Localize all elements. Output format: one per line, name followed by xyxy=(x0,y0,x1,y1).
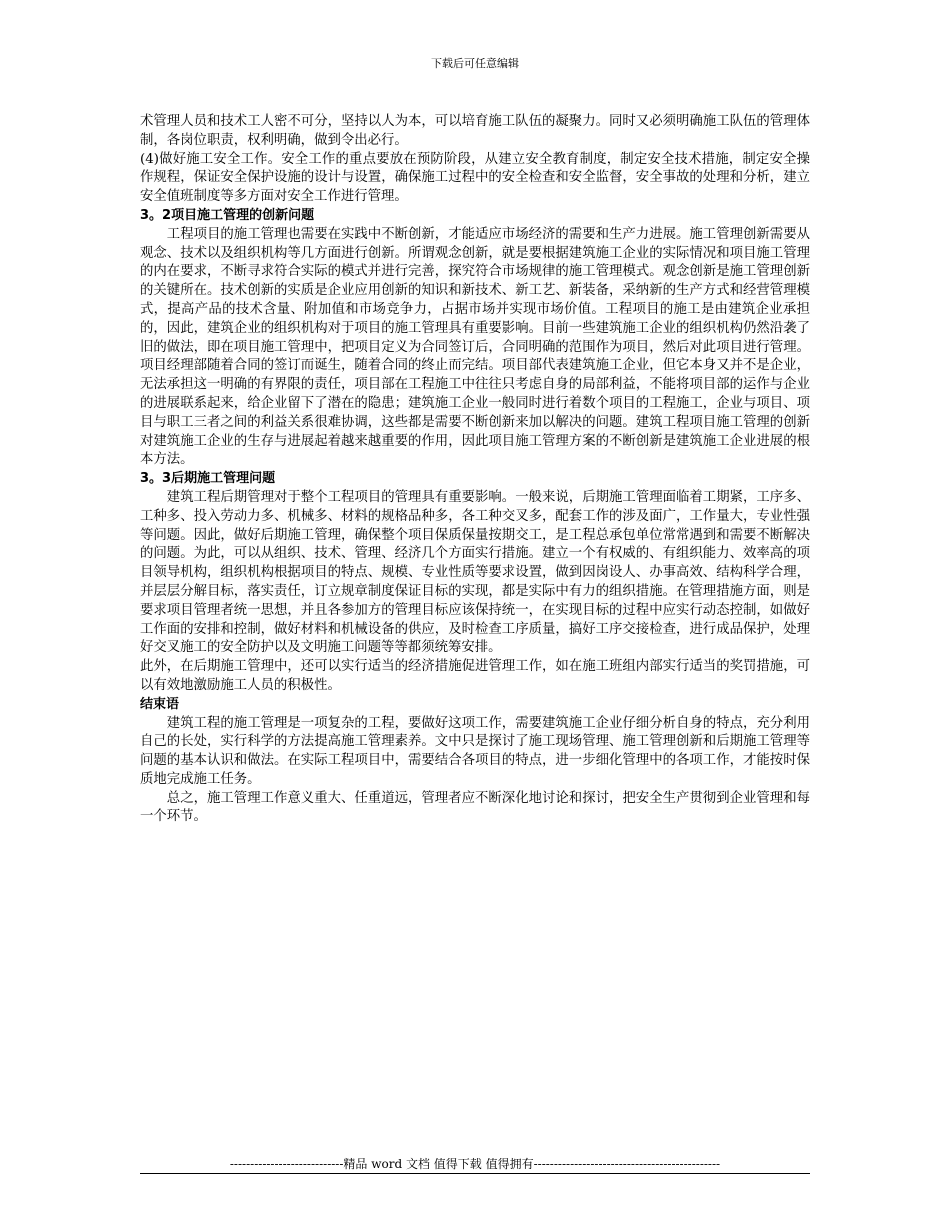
paragraph: 建筑工程后期管理对于整个工程项目的管理具有重要影响。一般来说，后期施工管理面临着工期紧，工序多、工种多、投入劳动力多、机械多、材料的规格品种多，各工种交叉多，配套工作的涉及面广，工作量大，专业性强等问题。因此，做好后期施工管理，确保整个项目保质保量按期交工，是工程总承包单位常常遇到和需要不断解决的问题。为此，可以从组织、技术、管理、经济几个方面实行措施。建立一个有权威的、有组织能力、效率高的项目领导机构，组织机构根据项目的特点、规模、专业性质等要求设置，做到因岗设人、办事高效、结构科学合理，并层层分解目标，落实责任，订立规章制度保证目标的实现，都是实际中有力的组织措施。在管理措施方面，则是要求项目管理者统一思想，并且各参加方的管理目标应该保持统一，在实现目标的过程中应实行动态控制，如做好工作面的安排和控制，做好材料和机械设备的供应，及时检查工序质量，搞好工序交接检查，进行成品保护，处理好交叉施工的安全防护以及文明施工问题等等都须统筹安排。 xyxy=(140,489,810,656)
document-body xyxy=(140,113,810,827)
paragraph: 总之，施工管理工作意义重大、任重道远，管理者应不断深化地讨论和探讨，把安全生产贯彻到企业管理和每一个环节。 xyxy=(140,790,810,825)
paragraph: (4)做好施工安全工作。安全工作的重点要放在预防阶段，从建立安全教育制度，制定安全技术措施，制定安全操作规程，保证安全保护设施的设计与设置，确保施工过程中的安全检查和安全监督，安全事故的处理和分析，建立安全值班制度等多方面对安全工作进行管理。 xyxy=(140,151,810,205)
paragraph: 建筑工程的施工管理是一项复杂的工程，要做好这项工作，需要建筑施工企业仔细分析自身的特点，充分利用自己的长处，实行科学的方法提高施工管理素养。文中只是探讨了施工现场管理、施工管理创新和后期施工管理等问题的基本认识和做法。在实际工程项目中，需要结合各项目的特点，进一步细化管理中的各项工作，才能按时保质地完成施工任务。 xyxy=(140,715,810,787)
paragraph: 工程项目的施工管理也需要在实践中不断创新，才能适应市场经济的需要和生产力进展。施工管理创新需要从观念、技术以及组织机构等几方面进行创新。所谓观念创新，就是要根据建筑施工企业的实际情况和项目施工管理的内在要求，不断寻求符合实际的模式并进行完善，探究符合市场规律的施工管理模式。观念创新是施工管理创新的关键所在。技术创新的实质是企业应用创新的知识和新技术、新工艺、新装备，采纳新的生产方式和经营管理模式，提高产品的技术含量、附加值和市场竞争力，占据市场并实现市场价值。工程项目的施工是由建筑企业承担的，因此，建筑企业的组织机构对于项目的施工管理具有重要影响。目前一些建筑施工企业的组织机构仍然沿袭了旧的做法，即在项目施工管理中，把项目定义为合同签订后，合同明确的范围作为项目，然后对此项目进行管理。项目经理部随着合同的签订而诞生，随着合同的终止而完结。项目部代表建筑施工企业，但它本身又并不是企业，无法承担这一明确的有界限的责任，项目部在工程施工中往往只考虑自身的局部利益，不能将项目部的运作与企业的进展联系起来，给企业留下了潜在的隐患；建筑施工企业一般同时进行着数个项目的工程施工，企业与项目、项目与职工三者之间的利益关系很难协调，这些都是需要不断创新来加以解决的问题。建筑工程项目施工管理的创新对建筑施工企业的生存与进展起着越来越重要的作用，因此项目施工管理方案的不断创新是建筑施工企业进展的根本方法。 xyxy=(140,226,810,468)
section-heading: 3。2项目施工管理的创新问题 xyxy=(140,207,315,223)
footer-divider xyxy=(140,1173,810,1174)
page-footer: ----------------------------精品 word 文档 值得下载 值得拥有---------------------------------------------- xyxy=(229,1157,721,1171)
paragraph: 此外，在后期施工管理中，还可以实行适当的经济措施促进管理工作，如在施工班组内部实行适当的奖罚措施，可以有效地激励施工人员的积极性。 xyxy=(140,659,810,693)
section-heading: 结束语 xyxy=(140,696,180,712)
page-header: 下载后可任意编辑 xyxy=(431,57,519,70)
paragraph: 术管理人员和技术工人密不可分，坚持以人为本，可以培育施工队伍的凝聚力。同时又必须明确施工队伍的管理体制，各岗位职责，权利明确，做到令出必行。 xyxy=(140,114,810,148)
section-heading: 3。3后期施工管理问题 xyxy=(140,471,276,487)
